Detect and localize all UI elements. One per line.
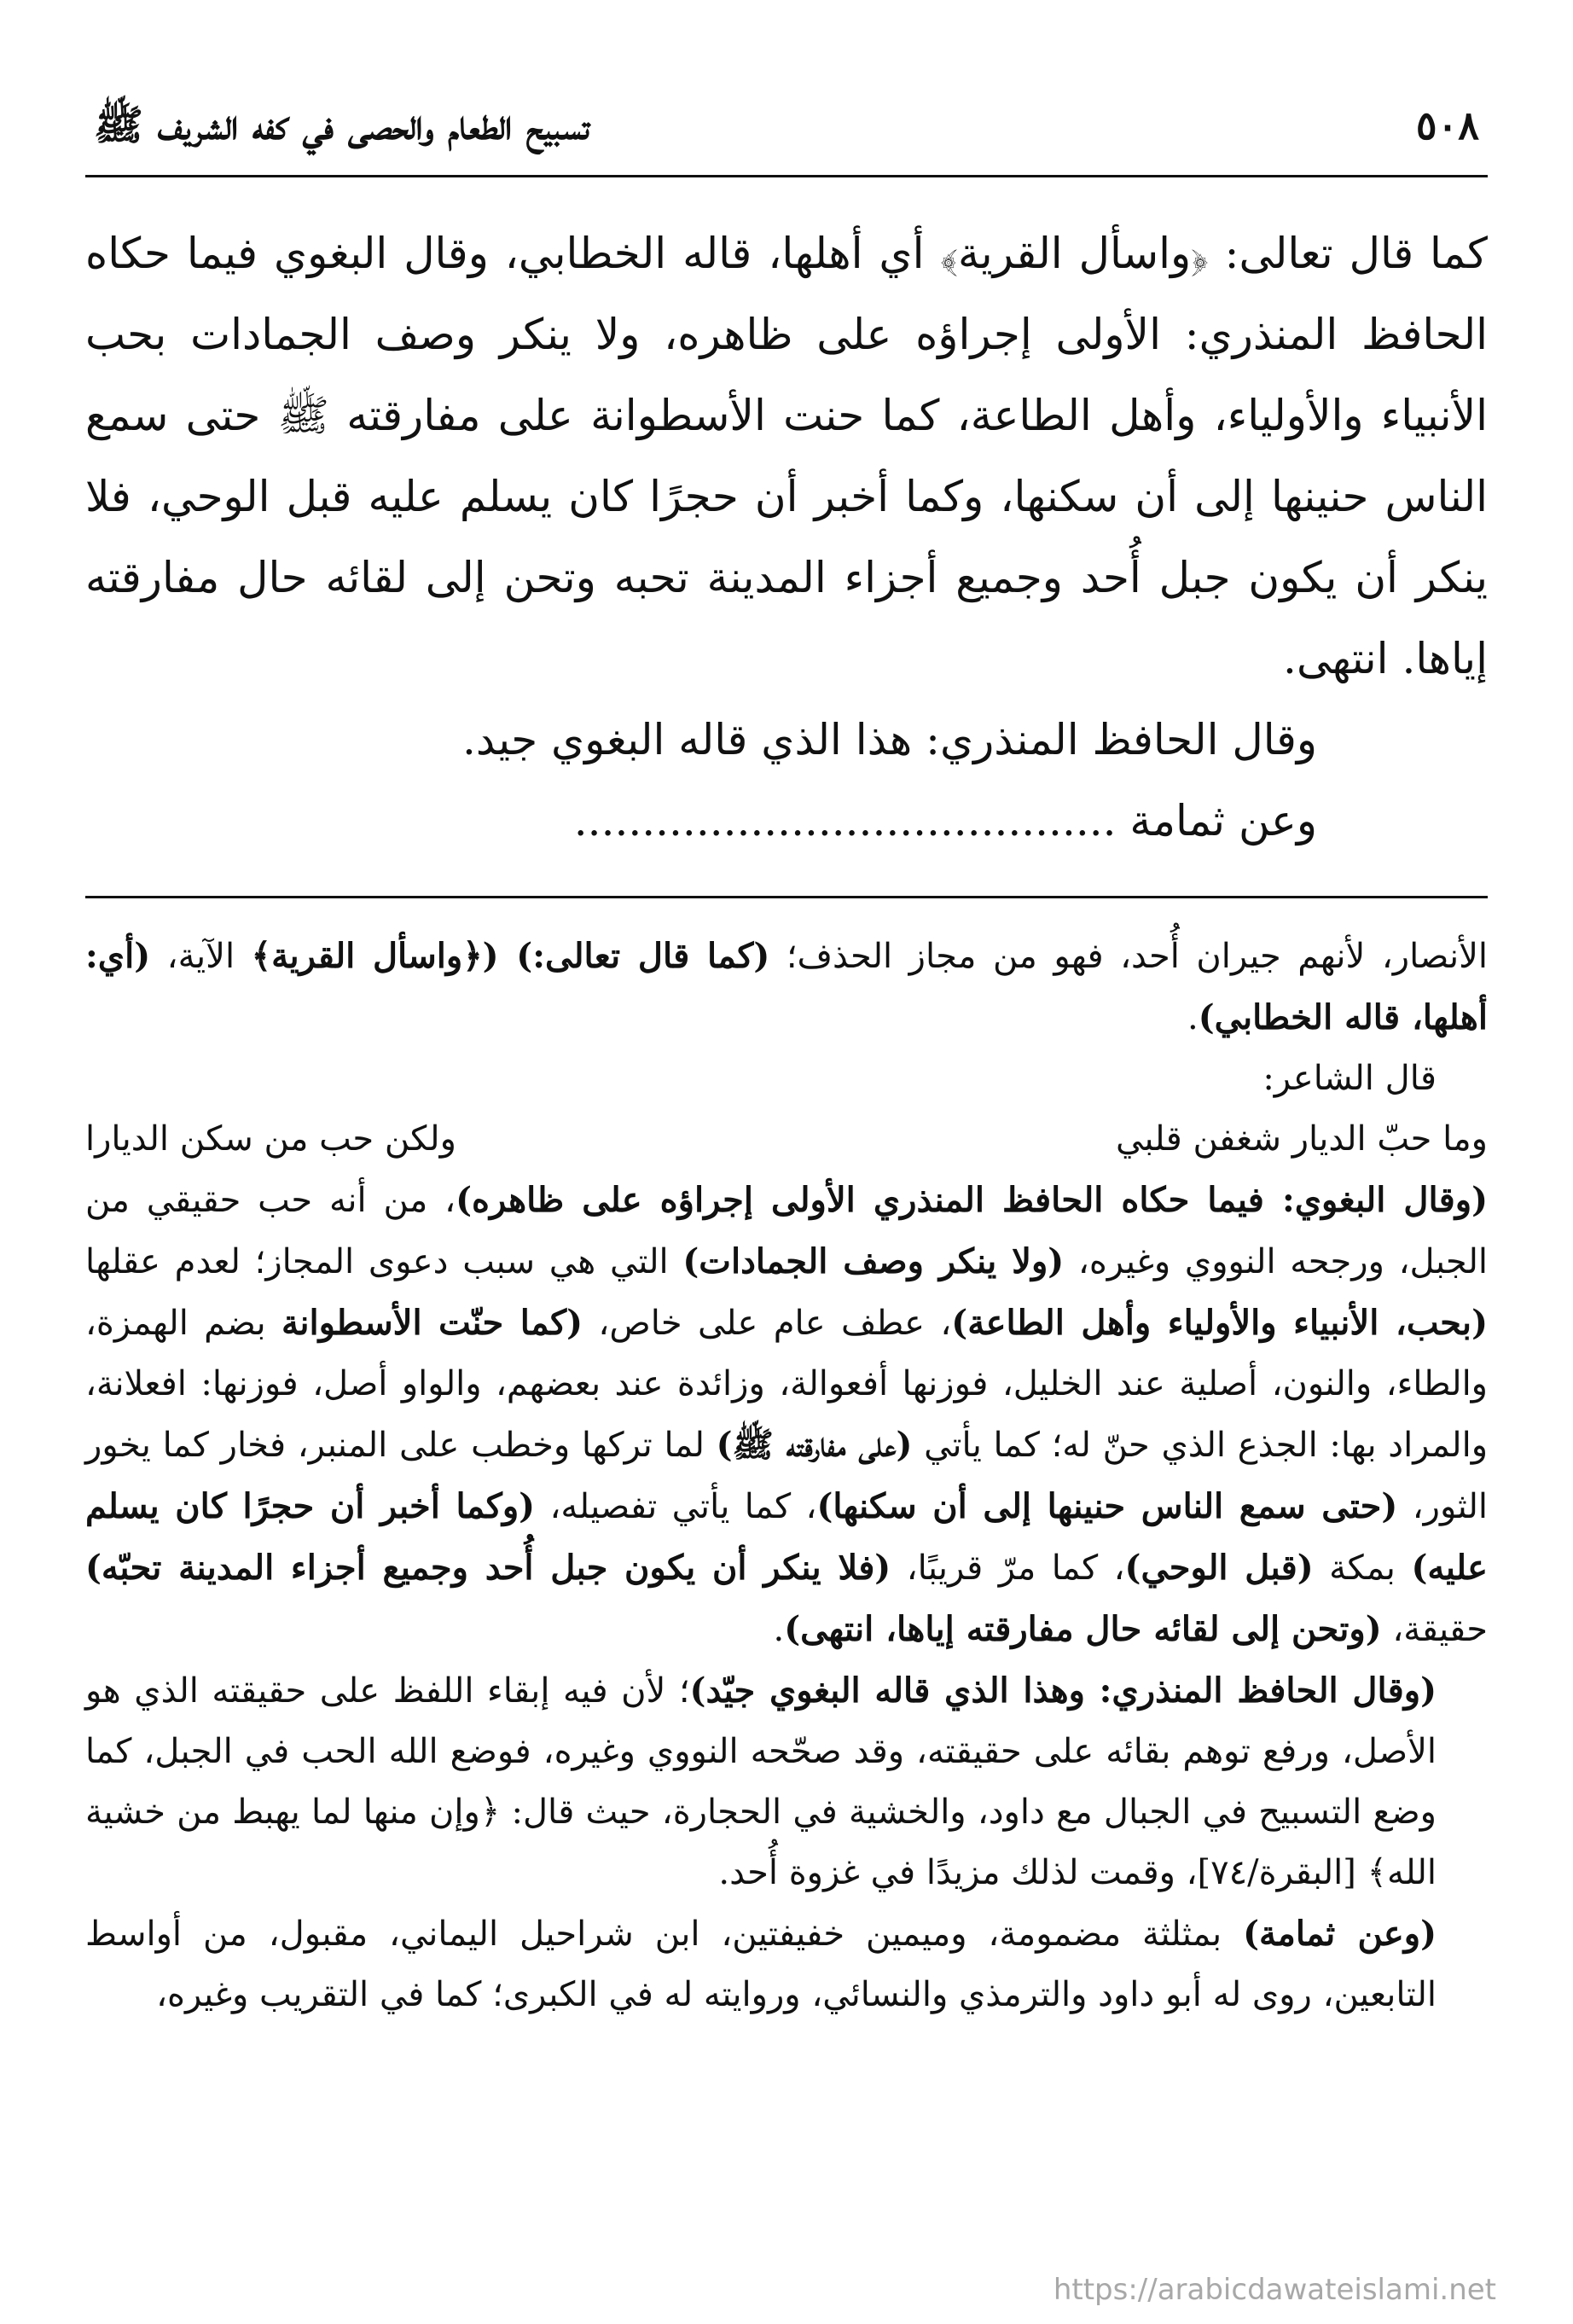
commentary-paragraph-2 — [85, 1170, 1488, 1660]
quoted-main-text: (أي: أهلها، قاله الخطابي) — [85, 936, 1488, 1037]
running-title: تسبيح الطعام والحصى في كفه الشريف ﷺ — [94, 102, 589, 149]
quoted-main-text: (وعن ثمامة) — [1243, 1914, 1437, 1954]
commentary-paragraph-3 — [85, 1660, 1488, 1903]
commentary-text-run: حقيقة، — [1381, 1610, 1488, 1649]
commentary-text-run: . — [1187, 998, 1199, 1037]
commentary-text-run: ، كما يأتي تفصيله، — [535, 1487, 817, 1526]
commentary-text-run: ، كما مرّ قريبًا، — [891, 1548, 1125, 1588]
quoted-main-text: (كما حنّت الأسطوانة — [281, 1303, 583, 1343]
commentary-text — [85, 926, 1488, 2025]
quoted-main-text: (كما قال تعالى:) (﴿واسأل القرية﴾ — [251, 936, 770, 976]
quoted-main-text: (وقال الحافظ المنذري: وهذا الذي قاله البغوي جيّد) — [689, 1670, 1437, 1711]
quoted-main-text: (حتى سمع الناس حنينها إلى أن سكنها) — [816, 1486, 1398, 1526]
main-text — [85, 213, 1488, 862]
poem-verse — [85, 1109, 1488, 1170]
poem-second-hemistich: ولكن حب من سكن الديارا — [85, 1119, 456, 1159]
section-divider — [85, 896, 1488, 898]
header-rule — [85, 175, 1488, 177]
quoted-main-text: (ولا ينكر وصف الجمادات) — [682, 1241, 1065, 1281]
commentary-text-run: التي هي سبب دعوى المجاز؛ لعدم عقلها — [85, 1242, 683, 1281]
commentary-paragraph-1 — [85, 926, 1488, 1049]
quoted-main-text: (فلا ينكر أن يكون جبل أُحد وجميع أجزاء المدينة تحبّه) — [85, 1548, 891, 1588]
main-paragraph-2: وقال الحافظ المنذري: هذا الذي قاله البغوي جيد. — [462, 715, 1317, 764]
commentary-text-run: ، عطف عام على خاص، — [583, 1304, 952, 1343]
poem-first-hemistich: وما حبّ الديار شغفن قلبي — [1116, 1119, 1488, 1159]
page-number: ٥٠٨ — [1415, 102, 1479, 148]
commentary-text-run: . — [773, 1610, 785, 1649]
commentary-text-run: لما تركها وخطب على المنبر، فخار كما يخور الثور، — [85, 1426, 1488, 1526]
commentary-text-run: ؛ لأن فيه إبقاء اللفظ على حقيقته الذي هو الأصل، ورفع توهم بقائه على حقيقته، وقد صحّحه النووي وغيره، فوضع الله الحب في الجبل، كما وضع التسبيح في الجبال مع داود، والخشية في الحجارة، حيث قال: ﴿وإن منها لما يهبط من خشية الله﴾ [البقرة/٧٤]، وقمت لذلك مزيدًا في غزوة أُحد. — [85, 1671, 1437, 1892]
commentary-text-run: الآية، — [150, 937, 252, 976]
commentary-paragraph-4 — [85, 1903, 1488, 2025]
quoted-main-text: (وقال البغوي: فيما حكاه الحافظ المنذري الأولى إجراؤه على ظاهره) — [456, 1180, 1488, 1220]
quoted-main-text: (وكما أخبر أن حجرًا كان يسلم عليه) — [85, 1486, 1488, 1588]
poet-intro: قال الشاعر: — [1262, 1059, 1437, 1098]
main-paragraph-3: وعن ثمامة ........................................ — [573, 796, 1317, 845]
commentary-text-run: بمثلثة مضمومة، وميمين خفيفتين، ابن شراحيل اليماني، مقبول، من أواسط التابعين، روى له أبو داود والترمذي والنسائي، وروايته له في الكبرى؛ كما في التقريب وغيره، — [85, 1914, 1437, 2014]
watermark-url: https://arabicdawateislami.net — [1053, 2273, 1496, 2307]
quoted-main-text: (وتحن إلى لقائه حال مفارقته إياها، انتهى) — [784, 1609, 1382, 1649]
commentary-text-run: ، من أنه حب حقيقي من الجبل، ورجحه النووي وغيره، — [85, 1181, 1489, 1281]
quoted-main-text: (بحب، الأنبياء والأولياء وأهل الطاعة) — [951, 1303, 1488, 1343]
commentary-text-run: بمكة — [1313, 1548, 1412, 1588]
quoted-main-text: (على مفارقته ﷺ) — [716, 1425, 913, 1465]
page-header — [85, 85, 1488, 171]
commentary-text-run: الأنصار، لأنهم جيران أُحد، فهو من مجاز الحذف؛ — [769, 937, 1489, 976]
quoted-main-text: (قبل الوحي) — [1124, 1548, 1314, 1588]
commentary-text-run: بضم الهمزة، والطاء، والنون، أصلية عند الخليل، فوزنها أفعوالة، وزائدة عند بعضهم، والواو أصل، فوزنها: افعلانة، والمراد بها: الجذع الذي حنّ له؛ كما يأتي — [85, 1304, 1489, 1465]
main-paragraph-1: كما قال تعالى: ﴿واسأل القرية﴾ أي أهلها، قاله الخطابي، وقال البغوي فيما حكاه الحافظ المنذري: الأولى إجراؤه على ظاهره، ولا ينكر وصف الجمادات بحب الأنبياء والأولياء، وأهل الطاعة، كما حنت الأسطوانة على مفارقته ﷺ حتى سمع الناس حنينها إلى أن سكنها، وكما أخبر أن حجرًا كان يسلم عليه قبل الوحي، فلا ينكر أن يكون جبل أُحد وجميع أجزاء المدينة تحبه وتحن إلى لقائه حال مفارقته إياها. انتهى. — [85, 229, 1488, 683]
